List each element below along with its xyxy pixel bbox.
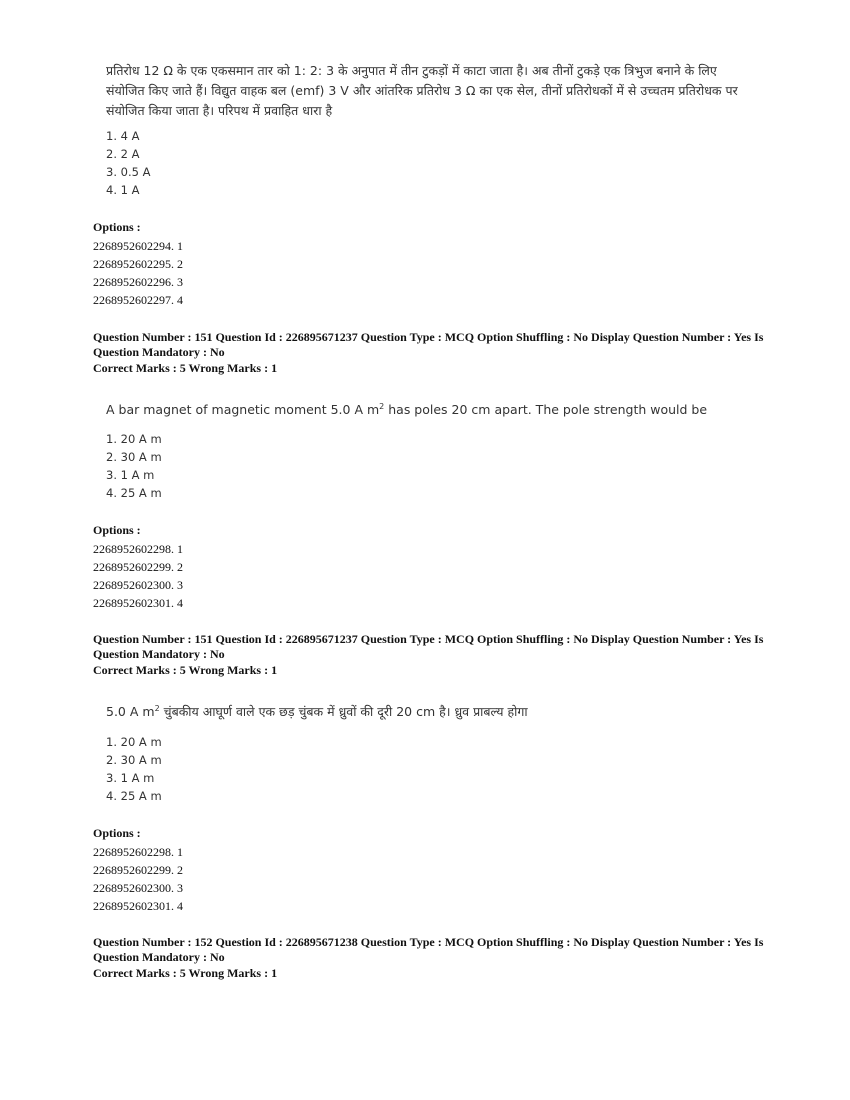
answer-choice: 2. 30 A m (106, 450, 162, 464)
option-id-row: 2268952602299. 2 (93, 560, 183, 574)
question-text: प्रतिरोध 12 Ω के एक एकसमान तार को 1: 2: 3 के अनुपात में तीन टुकड़ों में काटा जाता है। अब तीनों टुकड़े एक त्रिभुज बनाने के लिए संयोजित किए जाते हैं। विद्युत वाहक बल (emf) 3 V और आंतरिक प्रतिरोध 3 Ω का एक सेल, तीनों प्रतिरोधकों में से उच्चतम प्रतिरोधक पर संयोजित किया जाता है। परिपथ में प्रवाहित धारा है (106, 63, 738, 118)
options-label: Options : (93, 523, 141, 537)
question-text (106, 400, 746, 420)
answer-choice: 3. 0.5 A (106, 165, 151, 179)
answer-choice: 4. 1 A (106, 183, 140, 197)
answer-choice: 1. 4 A (106, 129, 140, 143)
answer-choices (106, 127, 150, 199)
question-text (106, 702, 746, 722)
marks-line: Correct Marks : 5 Wrong Marks : 1 (93, 966, 278, 980)
options-block (93, 521, 183, 612)
option-id-row: 2268952602298. 1 (93, 542, 183, 556)
options-label: Options : (93, 220, 141, 234)
answer-choice: 2. 2 A (106, 147, 140, 161)
question-meta-line: Question Number : 152 Question Id : 226895671238 Question Type : MCQ Option Shuffling : No Display Question Number : Yes Is Question Mandatory : No (93, 935, 764, 964)
question-meta-line: Question Number : 151 Question Id : 226895671237 Question Type : MCQ Option Shuffling : No Display Question Number : Yes Is Question Mandatory : No (93, 632, 764, 661)
question-text-part: 5.0 A m (106, 704, 155, 719)
option-id-row: 2268952602301. 4 (93, 899, 183, 913)
question-text-part: has poles 20 cm apart. The pole strength would be (384, 402, 708, 417)
options-block (93, 218, 183, 309)
question-text-part: चुंबकीय आघूर्ण वाले एक छड़ चुंबक में ध्रुवों की दूरी 20 cm है। ध्रुव प्राबल्य होगा (159, 704, 528, 719)
option-id-row: 2268952602295. 2 (93, 257, 183, 271)
option-id-row: 2268952602296. 3 (93, 275, 183, 289)
answer-choice: 1. 20 A m (106, 735, 162, 749)
answer-choice: 3. 1 A m (106, 771, 155, 785)
answer-choice: 1. 20 A m (106, 432, 162, 446)
option-id-row: 2268952602301. 4 (93, 596, 183, 610)
marks-line: Correct Marks : 5 Wrong Marks : 1 (93, 361, 278, 375)
superscript: 2 (379, 401, 385, 411)
answer-choice: 4. 25 A m (106, 486, 162, 500)
answer-choice: 2. 30 A m (106, 753, 162, 767)
question-meta-line: Question Number : 151 Question Id : 226895671237 Question Type : MCQ Option Shuffling : No Display Question Number : Yes Is Question Mandatory : No (93, 330, 764, 359)
answer-choices (106, 733, 162, 805)
question-meta (93, 935, 773, 981)
options-block (93, 824, 183, 915)
option-id-row: 2268952602299. 2 (93, 863, 183, 877)
option-id-row: 2268952602300. 3 (93, 578, 183, 592)
superscript: 2 (154, 703, 160, 713)
option-id-row: 2268952602294. 1 (93, 239, 183, 253)
option-id-row: 2268952602297. 4 (93, 293, 183, 307)
question-meta (93, 330, 773, 376)
question-text-part: A bar magnet of magnetic moment 5.0 A m (106, 402, 380, 417)
option-id-row: 2268952602300. 3 (93, 881, 183, 895)
marks-line: Correct Marks : 5 Wrong Marks : 1 (93, 663, 278, 677)
question-meta (93, 632, 773, 678)
answer-choice: 4. 25 A m (106, 789, 162, 803)
answer-choice: 3. 1 A m (106, 468, 155, 482)
answer-choices (106, 430, 162, 502)
options-label: Options : (93, 826, 141, 840)
option-id-row: 2268952602298. 1 (93, 845, 183, 859)
